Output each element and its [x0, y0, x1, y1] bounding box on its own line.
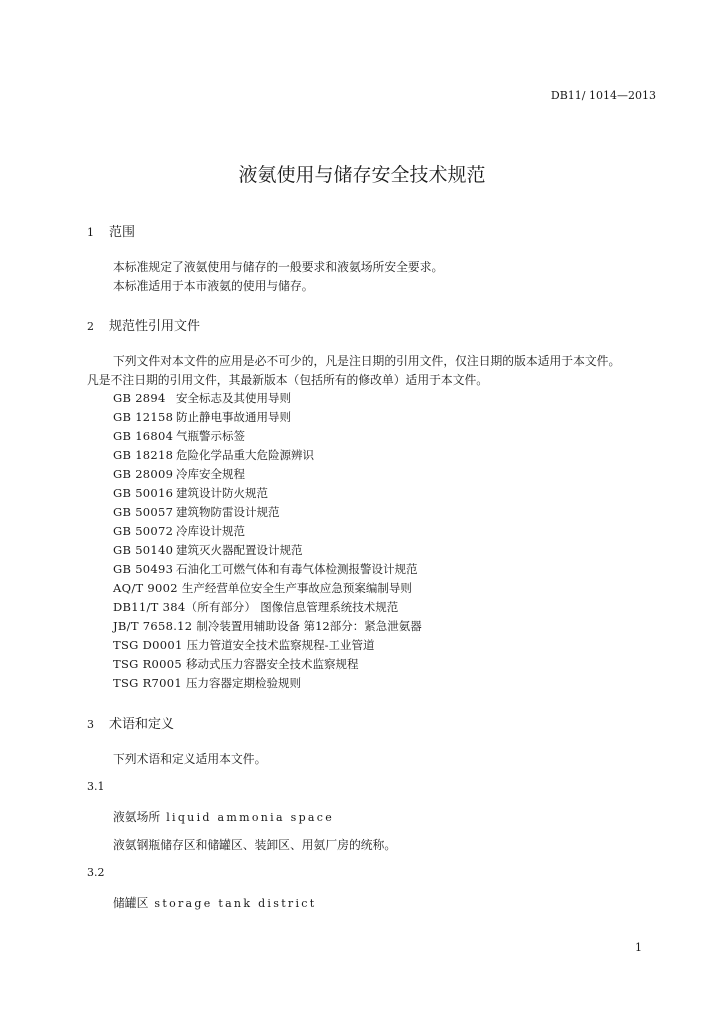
subsection-number: 3.1	[87, 780, 105, 793]
reference-item: GB 50140 建筑灭火器配置设计规范	[113, 543, 303, 557]
page-title: 液氨使用与储存安全技术规范	[238, 164, 486, 186]
page-number: 1	[635, 941, 642, 954]
section-heading-3	[87, 713, 174, 732]
section-heading-2	[87, 315, 200, 334]
reference-item: GB 28009 冷库安全规程	[113, 467, 245, 481]
reference-item: TSG R0005 移动式压力容器安全技术监察规程	[113, 657, 359, 671]
reference-item: GB 12158 防止静电事故通用导则	[113, 410, 291, 424]
reference-item: AQ/T 9002 生产经营单位安全生产事故应急预案编制导则	[113, 581, 412, 595]
paragraph: 本标准适用于本市液氨的使用与储存。	[113, 279, 314, 293]
reference-item: GB 50493 石油化工可燃气体和有毒气体检测报警设计规范	[113, 562, 418, 576]
section-title: 术语和定义	[109, 717, 175, 732]
term-entry	[113, 808, 334, 825]
term-name: 液氨场所	[113, 810, 161, 824]
reference-item: GB 16804 气瓶警示标签	[113, 429, 245, 443]
paragraph: 凡是不注日期的引用文件，其最新版本（包括所有的修改单）适用于本文件。	[87, 373, 489, 387]
term-english: liquid ammonia space	[166, 811, 335, 824]
reference-item: GB 50057 建筑物防雷设计规范	[113, 505, 280, 519]
section-number: 1	[87, 226, 94, 239]
paragraph: 本标准规定了液氨使用与储存的一般要求和液氨场所安全要求。	[113, 260, 444, 274]
paragraph: 下列术语和定义适用本文件。	[113, 752, 267, 766]
reference-item: GB 50072 冷库设计规范	[113, 524, 245, 538]
document-code: DB11/ 1014—2013	[550, 89, 656, 102]
reference-item: GB 18218 危险化学品重大危险源辨识	[113, 448, 314, 462]
section-title: 规范性引用文件	[109, 319, 201, 334]
section-number: 3	[87, 718, 94, 731]
section-heading-1	[87, 221, 135, 240]
term-english: storage tank district	[154, 897, 317, 910]
reference-item: GB 2894 安全标志及其使用导则	[113, 391, 291, 405]
paragraph: 下列文件对本文件的应用是必不可少的，凡是注日期的引用文件，仅注日期的版本适用于本文件。	[113, 354, 621, 368]
term-entry	[113, 894, 316, 911]
reference-item: TSG D0001 压力管道安全技术监察规程-工业管道	[113, 638, 375, 652]
subsection-number: 3.2	[87, 866, 105, 879]
reference-item: TSG R7001 压力容器定期检验规则	[113, 676, 302, 690]
section-number: 2	[87, 320, 94, 333]
reference-item: DB11/T 384（所有部分） 图像信息管理系统技术规范	[113, 600, 399, 614]
term-name: 储罐区	[113, 896, 149, 910]
reference-item: GB 50016 建筑设计防火规范	[113, 486, 268, 500]
term-definition: 液氨钢瓶储存区和储罐区、装卸区、用氨厂房的统称。	[113, 838, 397, 852]
section-title: 范围	[109, 225, 136, 240]
reference-item: JB/T 7658.12 制冷装置用辅助设备 第12部分：紧急泄氨器	[113, 619, 422, 633]
